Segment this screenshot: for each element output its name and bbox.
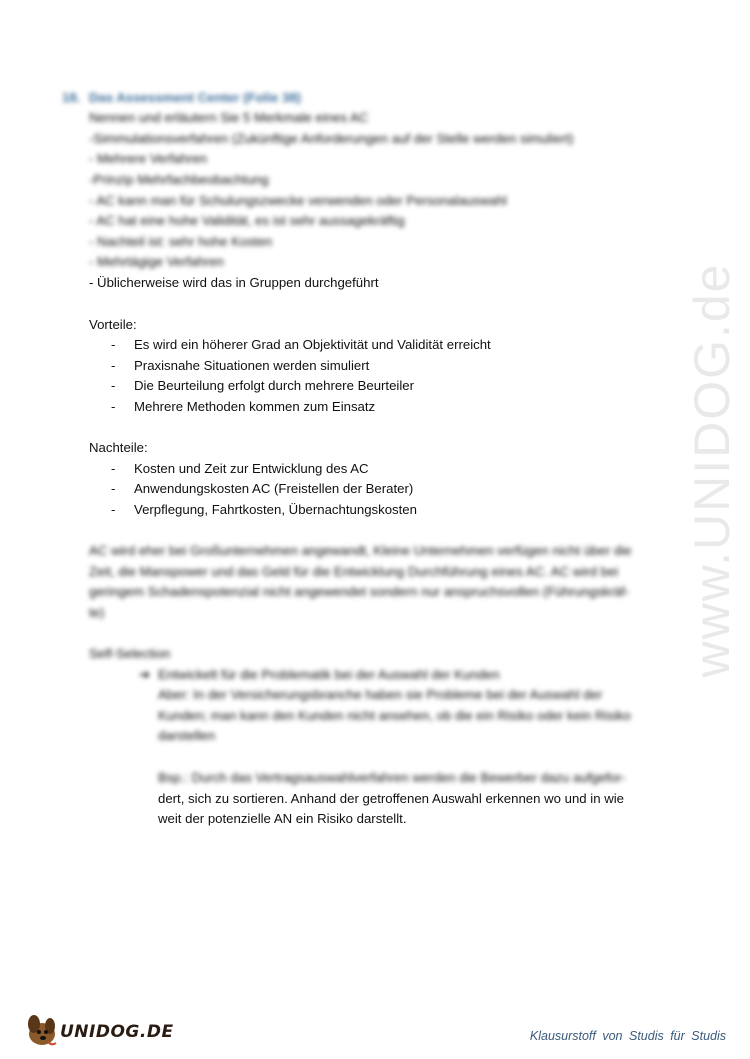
intro-line: - AC hat eine hohe Validität, es ist sehr aussagekräftig	[89, 213, 405, 228]
self-selection-heading: Self-Selection	[89, 646, 171, 661]
nachteile-item: Anwendungskosten AC (Freistellen der Berater)	[134, 481, 414, 496]
intro-line: - AC kann man für Schulungszwecke verwenden oder Personalauswahl	[89, 193, 507, 208]
paragraph-line: geringem Schadenspotenzial nicht angewendet sondern nur anspruchsvollen (Führungskräf-	[89, 584, 630, 599]
vorteile-item: Mehrere Methoden kommen zum Einsatz	[134, 399, 376, 414]
example-visible-line: dert, sich zu sortieren. Anhand der getroffenen Auswahl erkennen wo und in wie	[158, 791, 625, 806]
intro-visible-line: - Üblicherweise wird das in Gruppen durchgeführt	[89, 275, 379, 290]
intro-line: Nennen und erläutern Sie 5 Merkmale eines AC	[89, 110, 369, 125]
unidog-logo[interactable]	[22, 1012, 174, 1048]
dash-bullet: -	[111, 461, 116, 476]
intro-line: - Mehrere Verfahren	[89, 151, 208, 166]
intro-line: -Simmulationsverfahren (Zukünftige Anforderungen auf der Stelle werden simuliert)	[89, 131, 574, 146]
vorteile-item: Praxisnahe Situationen werden simuliert	[134, 358, 370, 373]
logo-text: UNIDOG.DE	[60, 1022, 174, 1042]
intro-line: - Nachteil ist: sehr hohe Kosten	[89, 234, 273, 249]
paragraph-line: te)	[89, 605, 105, 620]
dash-bullet: -	[111, 358, 116, 373]
self-selection-line: Entwickelt für die Problematik bei der Auswahl der Kunden	[158, 667, 500, 682]
vorteile-item: Es wird ein höherer Grad an Objektivität und Validität erreicht	[134, 337, 491, 352]
intro-line: - Mehrtägige Verfahren	[89, 254, 224, 269]
nachteile-item: Kosten und Zeit zur Entwicklung des AC	[134, 461, 369, 476]
dash-bullet: -	[111, 378, 116, 393]
arrow-bullet-icon: ➔	[139, 667, 151, 682]
watermark: www.UNIDOG.de	[684, 262, 740, 678]
nachteile-heading: Nachteile:	[89, 440, 148, 455]
example-visible-line: weit der potenzielle AN ein Risiko darstellt.	[158, 811, 407, 826]
dash-bullet: -	[111, 399, 116, 414]
nachteile-item: Verpflegung, Fahrtkosten, Übernachtungskosten	[134, 502, 417, 517]
section-number: 18.	[62, 90, 81, 105]
footer-slogan: Klausurstoff von Studis für Studis	[529, 1029, 726, 1043]
vorteile-item: Die Beurteilung erfolgt durch mehrere Beurteiler	[134, 378, 415, 393]
section-title: Das Assessment Center (Folie 38)	[89, 90, 302, 105]
paragraph-line: AC wird eher bei Großunternehmen angewandt, Kleine Unternehmen verfügen nicht über die	[89, 543, 632, 558]
paragraph-line: Zeit, die Manspower und das Geld für die Entwicklung Durchführung eines AC. AC wird bei	[89, 564, 619, 579]
dash-bullet: -	[111, 481, 116, 496]
example-line: Bsp.: Durch das Vertragsauswahlverfahren werden die Bewerber dazu aufgefor-	[158, 770, 626, 785]
dog-mascot-icon	[22, 1012, 62, 1048]
self-selection-line: darstellen	[158, 728, 216, 743]
intro-line: -Prinzip Mehrfachbeobachtung	[89, 172, 269, 187]
vorteile-heading: Vorteile:	[89, 317, 137, 332]
dash-bullet: -	[111, 502, 116, 517]
self-selection-line: Aber: In der Versicherungsbranche haben sie Probleme bei der Auswahl der	[158, 687, 603, 702]
self-selection-line: Kunden; man kann den Kunden nicht ansehen, ob die ein Risiko oder kein Risiko	[158, 708, 631, 723]
dash-bullet: -	[111, 337, 116, 352]
